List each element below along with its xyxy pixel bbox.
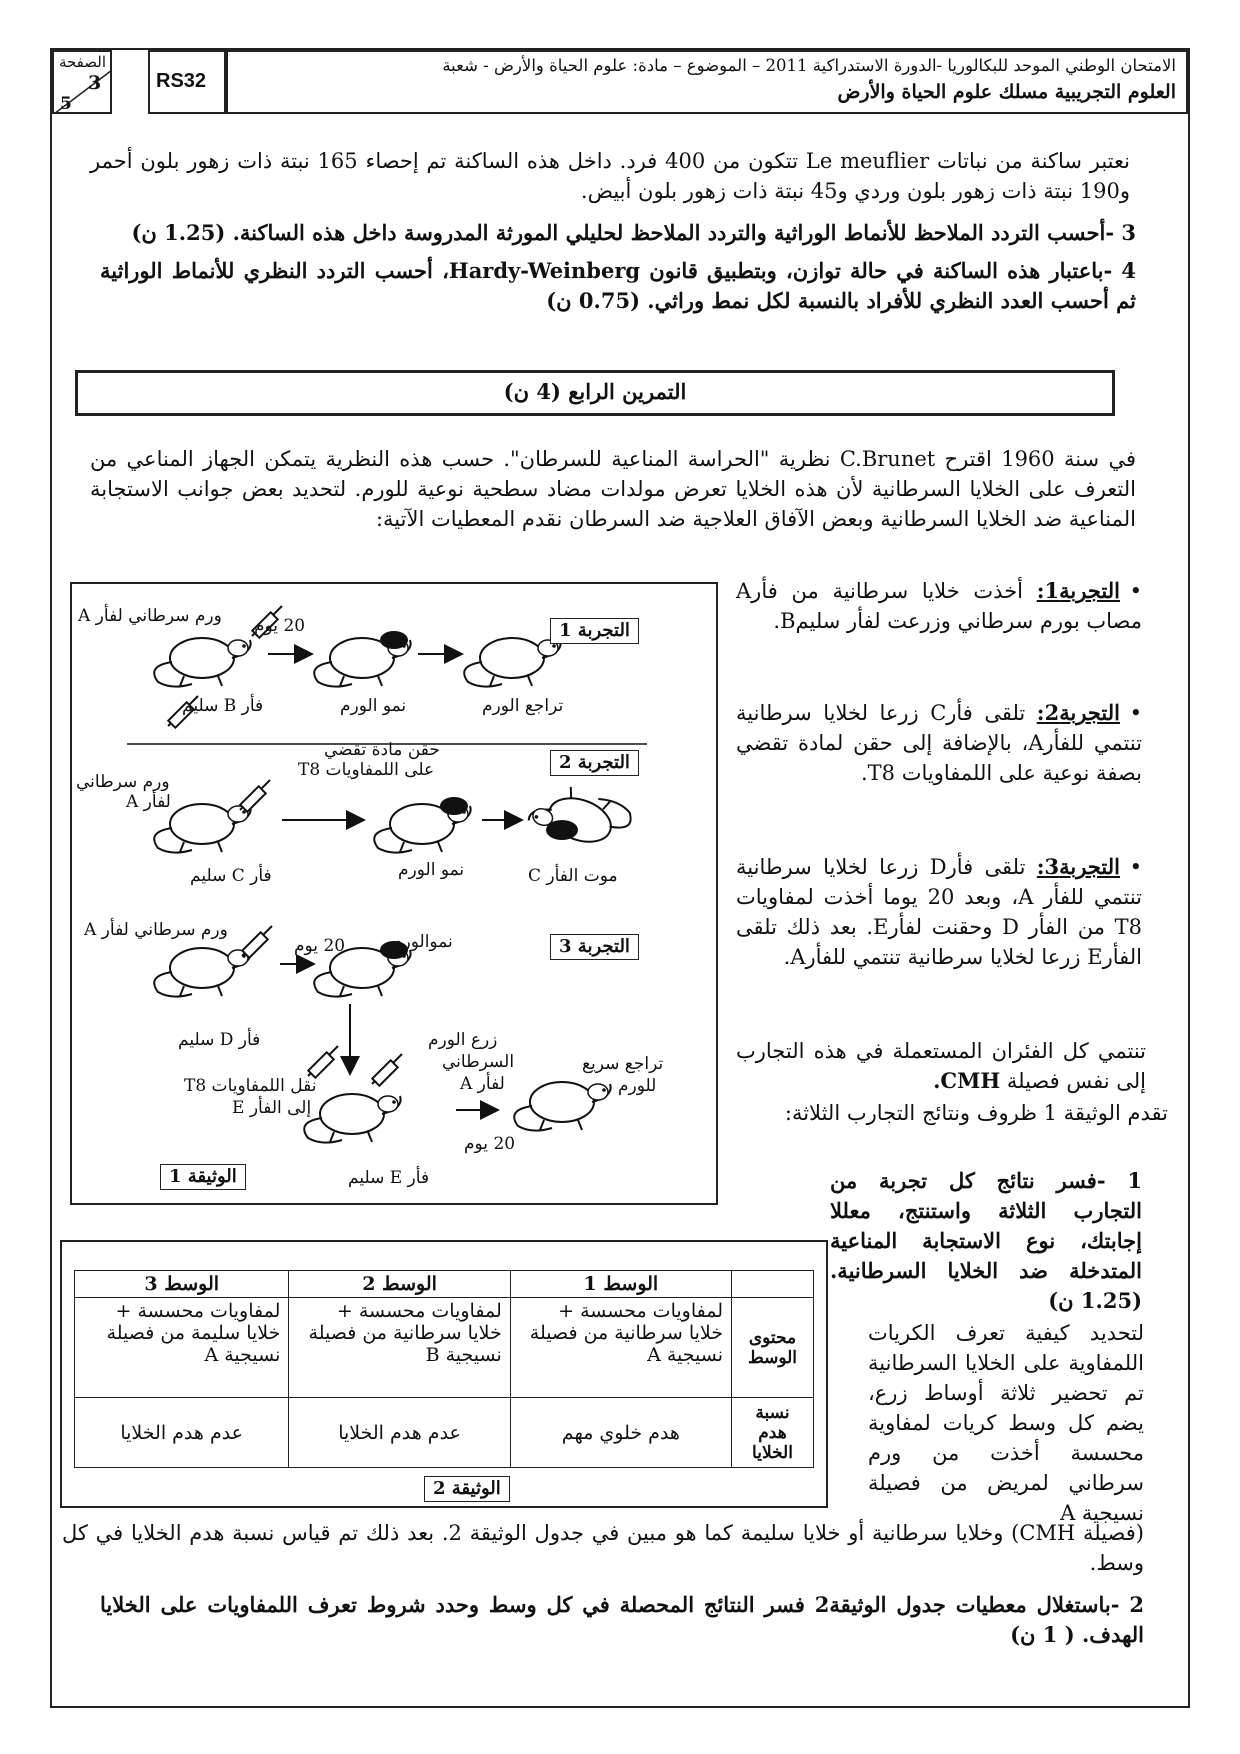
exp3-mouse-e: فأر E سليم (348, 1168, 430, 1188)
exp2-inject-2: على اللمفاويات T8 (298, 760, 435, 780)
experiment-1-text: أخذت خلايا سرطانية من فأرA مصاب بورم سرطاني وزرعت لفأر سليمB. (736, 579, 1142, 633)
document-2-table (74, 1270, 814, 1468)
page-number-box (52, 50, 112, 114)
page-number: 3 (88, 72, 102, 94)
table-header-cell: الوسط 2 (289, 1271, 510, 1298)
document-2-continuation: (فصيلة CMH) وخلايا سرطانية أو خلايا سليمة كما هو مبين في جدول الوثيقة 2. بعد ذلك تم قياس نسبة هدم الخلايا في كل وسط. (62, 1521, 1145, 1575)
table-row-label: محتوى الوسط (732, 1298, 814, 1398)
exp3-transfer-2: إلى الفأر E (232, 1098, 312, 1118)
same-cmh-bold: CMH. (933, 1068, 1001, 1093)
bullet-icon: • (1129, 855, 1142, 879)
exp2-inject-1: حقن مادة تقضي (324, 740, 440, 760)
experiment-2-title: التجربة2: (1036, 700, 1121, 725)
exp1-tumor-growth: نمو الورم (340, 696, 407, 716)
table-cell: لمفاويات محسسة + خلايا سليمة من فصيلة نسيجية A (75, 1298, 289, 1398)
table-row-label: نسبة هدم الخلايا (732, 1398, 814, 1468)
exp3-fast-regress-2: للورم (618, 1076, 657, 1096)
population-paragraph: نعتبر ساكنة من نباتات Le meuflier تتكون من 400 فرد. داخل هذه الساكنة تم إحصاء 165 نبتة ذات زهور بلون أحمر و190 نبتة ذات زهور بلون وردي و45 نبتة ذات زهور بلون أبيض. (90, 149, 1130, 203)
experiment-3-item (736, 852, 1142, 972)
table-cell: هدم خلوي مهم (510, 1398, 731, 1468)
bullet-icon: • (1129, 701, 1143, 725)
table-cell: عدم هدم الخلايا (289, 1398, 510, 1468)
table-cell: لمفاويات محسسة + خلايا سرطانية من فصيلة نسيجية B (289, 1298, 510, 1398)
table-cell: عدم هدم الخلايا (75, 1398, 289, 1468)
table-header-row (75, 1271, 814, 1298)
exp3-days: 20 يوم (294, 936, 346, 956)
experiment-1-title: التجربة1: (1036, 578, 1120, 603)
exp3-graft-1: زرع الورم (428, 1030, 498, 1050)
table-header-cell (732, 1271, 814, 1298)
exp2-mouse-c: فأر C سليم (190, 866, 272, 886)
document-2-label: الوثيقة 2 (424, 1476, 510, 1502)
table-header-cell: الوسط 1 (510, 1271, 731, 1298)
exercise-4-title: التمرين الرابع (4 ن) (503, 379, 687, 404)
exp1-tumor-a: ورم سرطاني لفأر A (78, 606, 222, 626)
experiment-2-item (736, 698, 1142, 788)
exp-2-label: التجربة 2 (550, 750, 639, 776)
question-3: 3 -أحسب التردد الملاحظ للأنماط الوراثية والتردد الملاحظ لحليلي المورثة المدروسة داخل هذه الساكنة. (1.25 ن) (131, 220, 1136, 245)
document-1-label: الوثيقة 1 (160, 1164, 246, 1190)
table-header-cell: الوسط 3 (75, 1271, 289, 1298)
question-2: 2 -باستغلال معطيات جدول الوثيقة2 فسر النتائج المحصلة في كل وسط وحدد شروط تعرف اللمفاويات على الخلايا الهدف. ( 1 ن) (100, 1592, 1144, 1647)
exp1-days: 20 يوم (254, 616, 306, 636)
table-cell: لمفاويات محسسة + خلايا سرطانية من فصيلة نسيجية A (510, 1298, 731, 1398)
exp3-graft-2: السرطاني (442, 1052, 515, 1072)
page-total: 5 (60, 94, 72, 114)
question-1: 1 -فسر نتائج كل تجربة من التجارب الثلاثة واستنتج، معللا إجابتك، نوع الاستجابة المناعية المتدخلة ضد الخلايا السرطانية. (1.25 ن) (830, 1168, 1142, 1313)
exp3-transfer-1: نقل اللمفاويات T8 (184, 1076, 317, 1096)
document-1-presentation: تقدم الوثيقة 1 ظروف ونتائج التجارب الثلاثة: (784, 1101, 1168, 1125)
exp3-fast-regress-1: تراجع سريع (582, 1054, 664, 1074)
exp1-tumor-regress: تراجع الورم (482, 696, 564, 716)
experiment-3-title: التجربة3: (1036, 854, 1120, 879)
document-1-drawing (72, 584, 720, 1207)
table-row (75, 1398, 814, 1468)
document-2-intro: لتحديد كيفية تعرف الكريات اللمفاوية على الخلايا السرطانية تم تحضير ثلاثة أوساط زرع، يضم كل وسط كريات لمفاوية محسسة أخذت من ورم سرطاني لمريض من فصيلة نسيجية A (868, 1321, 1144, 1525)
exp2-death-c: موت الفأر C (528, 866, 618, 886)
subject-code: RS32 (156, 70, 207, 92)
exp1-mouse-b: فأر B سليم (182, 696, 264, 716)
exercise-4-title-box (75, 370, 1115, 416)
document-2-frame (60, 1240, 828, 1508)
exp2-tumor-a-2: لفأر A (126, 792, 171, 812)
exam-title-line2: العلوم التجريبية مسلك علوم الحياة والأرض (837, 81, 1176, 103)
exp2-tumor-growth: نمو الورم (398, 860, 465, 880)
exp-3-label: التجربة 3 (550, 934, 639, 960)
exam-title-line1: الامتحان الوطني الموحد للبكالوريا -الدورة الاستدراكية 2011 – الموضوع – مادة: علوم الحياة والأرض - شعبة (442, 56, 1176, 75)
exp3-tumor-a: ورم سرطاني لفأر A (84, 920, 228, 940)
table-row (75, 1298, 814, 1398)
exp-1-label: التجربة 1 (550, 618, 639, 644)
exp3-mouse-d: فأر D سليم (178, 1030, 261, 1050)
exp3-days-2: 20 يوم (464, 1134, 516, 1154)
exp3-tumor-growth: نموالورم (392, 932, 453, 952)
subject-code-box (148, 50, 226, 114)
same-cmh-note (736, 1036, 1146, 1096)
same-cmh-text: تنتمي كل الفئران المستعملة في هذه التجارب إلى نفس فصيلة (736, 1039, 1146, 1093)
exam-title-box (226, 50, 1188, 114)
bullet-icon: • (1129, 579, 1142, 603)
exp3-graft-3: لفأر A (460, 1074, 505, 1094)
experiment-3-text: تلقى فأرD زرعا لخلايا سرطانية تنتمي للفأر A، وبعد 20 يوما أخذت لمفاويات T8 من الفأر D وحقنت لفأرE. بعد ذلك تلقى الفأرE زرعا لخلايا سرطانية تنتمي للفأرA. (736, 855, 1142, 969)
exercise-4-intro: في سنة 1960 اقترح C.Brunet نظرية "الحراسة المناعية للسرطان". حسب هذه النظرية يتمكن الجهاز المناعي من التعرف على الخلايا السرطانية لأن هذه الخلايا تعرض مولدات مضاد سطحية نوعية للورم. لتحديد بعض جوانب الاستجابة المناعية ضد الخلايا السرطانية وبعض الآفاق العلاجية ضد السرطان نقدم المعطيات الآتية: (90, 447, 1137, 531)
experiment-2-text: تلقى فأرC زرعا لخلايا سرطانية تنتمي للفأرA، بالإضافة إلى حقن لمادة تقضي بصفة نوعية على اللمفاويات T8. (736, 701, 1142, 785)
exp2-tumor-a-1: ورم سرطاني (76, 772, 170, 792)
question-4: 4 -باعتبار هذه الساكنة في حالة توازن، وبتطبيق قانون Hardy-Weinberg، أحسب التردد النظري للأنماط الوراثية ثم أحسب العدد النظري للأفراد بالنسبة لكل نمط وراثي. (0.75 ن) (100, 258, 1137, 313)
document-1-figure (70, 582, 718, 1205)
page-label: الصفحة (58, 53, 106, 71)
experiment-1-item (736, 576, 1142, 636)
